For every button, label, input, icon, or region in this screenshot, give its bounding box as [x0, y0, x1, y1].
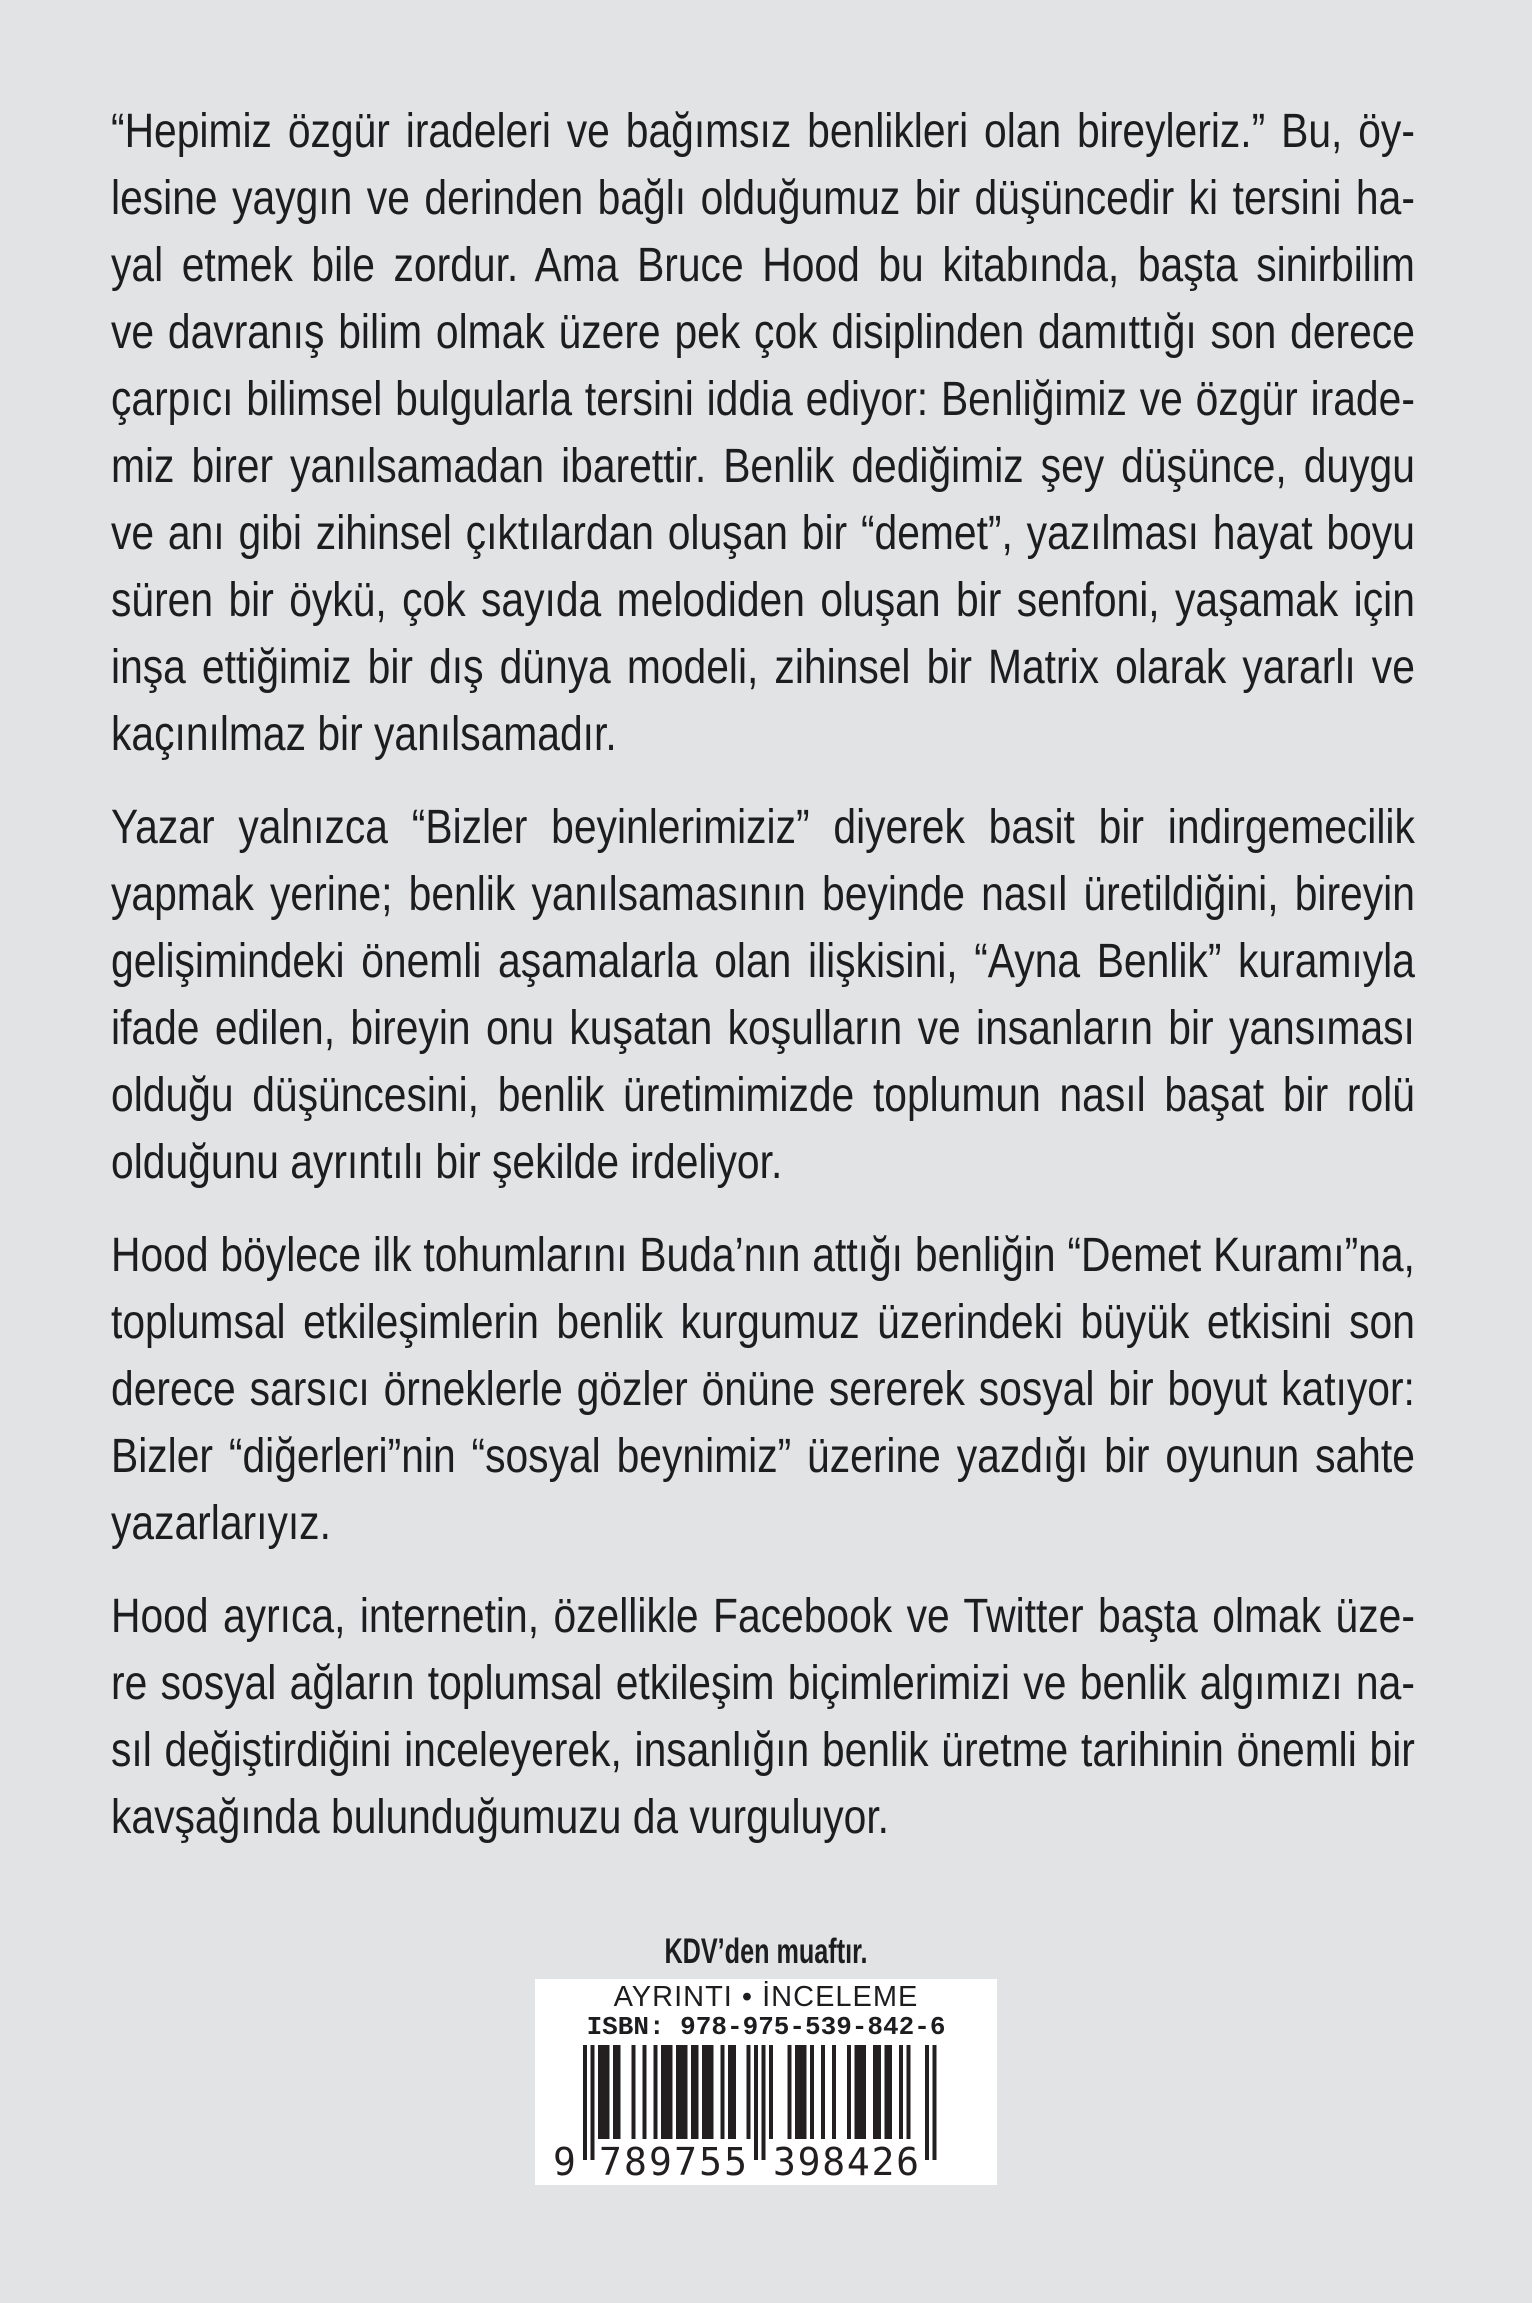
paragraph: [111, 1583, 1415, 1851]
paragraph: [111, 98, 1415, 768]
text-line: re sosyal ağların toplumsal etkileşim biçimlerimizi ve benlik algımızı na-: [111, 1657, 1415, 1710]
text-line: olduğu düşüncesini, benlik üretimimizde toplumun nasıl başat bir rolü: [111, 1069, 1415, 1122]
barcode-bar: [832, 2045, 836, 2139]
text-line: Bizler “diğerleri”nin “sosyal beynimiz” üzerine yazdığı bir oyunun sahte: [111, 1430, 1415, 1483]
tax-exempt-label: KDV’den muaftır.: [664, 1932, 868, 1971]
text-line: ve anı gibi zihinsel çıktılardan oluşan bir “demet”, yazılması hayat boyu: [111, 507, 1415, 560]
barcode-bar: [695, 2045, 699, 2139]
text-line: Hood böylece ilk tohumlarını Buda’nın attığı benliğin “Demet Kuramı”na,: [111, 1229, 1415, 1282]
barcode-bar: [762, 2045, 766, 2160]
text-line: derece sarsıcı örneklerle gözler önüne sererek sosyal bir boyut katıyor:: [111, 1363, 1415, 1416]
barcode-bar: [590, 2045, 594, 2160]
barcode-bar: [795, 2045, 799, 2139]
text-line: çarpıcı bilimsel bulgularla tersini iddia ediyor: Benliğimiz ve özgür irade-: [111, 373, 1415, 426]
barcode-bar: [691, 2045, 695, 2139]
barcode-bar: [855, 2045, 859, 2139]
text-line: kaçınılmaz bir yanılsamadır.: [111, 708, 617, 761]
barcode-bar: [769, 2045, 773, 2139]
barcode-bar: [858, 2045, 862, 2139]
barcode-bar: [877, 2045, 881, 2139]
text-line: toplumsal etkileşimlerin benlik kurgumuz üzerindeki büyük etkisini son: [111, 1296, 1415, 1349]
text-line: yapmak yerine; benlik yanılsamasının beyinde nasıl üretildiğini, bireyin: [111, 868, 1415, 921]
isbn-barcode-panel: [535, 1979, 997, 2185]
ean13-barcode: [553, 2045, 937, 2181]
barcode-bar: [616, 2045, 620, 2139]
barcode-bar: [899, 2045, 903, 2139]
barcode-bar: [728, 2045, 732, 2139]
barcode-bar: [643, 2045, 647, 2139]
barcode-bar: [933, 2045, 937, 2160]
barcode-bar: [680, 2045, 684, 2139]
barcode-bar: [754, 2045, 758, 2160]
barcode-bar: [605, 2045, 609, 2139]
barcode-bar: [810, 2045, 814, 2139]
text-line: Hood ayrıca, internetin, özellikle Facebook ve Twitter başta olmak üze-: [111, 1590, 1415, 1643]
barcode-bar: [613, 2045, 617, 2139]
text-line: ve davranış bilim olmak üzere pek çok disiplinden damıttığı son derece: [111, 306, 1415, 359]
paragraph: [111, 794, 1415, 1196]
text-line: sıl değiştirdiğini inceleyerek, insanlığın benlik üretme tarihinin önemli bir: [111, 1724, 1415, 1777]
barcode-bar: [847, 2045, 851, 2139]
text-line: miz birer yanılsamadan ibarettir. Benlik dediğimiz şey düşünce, duygu: [111, 440, 1415, 493]
barcode-bar: [709, 2045, 713, 2139]
barcode-bar: [862, 2045, 866, 2139]
barcode-bar: [631, 2045, 635, 2139]
barcode-bar: [732, 2045, 736, 2139]
barcode-bar: [598, 2045, 602, 2139]
barcode-bar: [602, 2045, 606, 2139]
barcode-bar: [802, 2045, 806, 2139]
barcode-bar: [665, 2045, 669, 2139]
barcode-bar: [669, 2045, 673, 2139]
barcode-bar: [683, 2045, 687, 2139]
text-line: olduğunu ayrıntılı bir şekilde irdeliyor.: [111, 1136, 783, 1189]
barcode-bar: [907, 2045, 911, 2139]
text-line: yazarlarıyız.: [111, 1497, 331, 1550]
ean-right-group: 398426: [773, 2140, 919, 2181]
text-line: yal etmek bile zordur. Ama Bruce Hood bu kitabında, başta sinirbilim: [111, 239, 1415, 292]
synopsis-text: [111, 98, 1415, 1877]
text-line: süren bir öykü, çok sayıda melodiden oluşan bir senfoni, yaşamak için: [111, 574, 1415, 627]
text-line: inşa ettiğimiz bir dış dünya modeli, zihinsel bir Matrix olarak yararlı ve: [111, 641, 1415, 694]
text-line: “Hepimiz özgür iradeleri ve bağımsız benlikleri olan bireyleriz.” Bu, öy-: [111, 105, 1415, 158]
barcode-bar: [676, 2045, 680, 2139]
barcode-bar: [925, 2045, 929, 2160]
barcode-bar: [654, 2045, 658, 2139]
ean-left-group: 789755: [599, 2140, 747, 2181]
barcode-bar: [799, 2045, 803, 2139]
barcode-bar: [788, 2045, 792, 2139]
barcode-bar: [583, 2045, 587, 2160]
publisher-series-label: AYRINTI • İNCELEME: [613, 1981, 919, 2013]
paragraph: [111, 1222, 1415, 1557]
text-line: kavşağında bulunduğumuzu da vurguluyor.: [111, 1791, 890, 1844]
text-line: ifade edilen, bireyin onu kuşatan koşulların ve insanların bir yansıması: [111, 1002, 1415, 1055]
barcode-bar: [884, 2045, 888, 2139]
barcode-bar: [706, 2045, 710, 2139]
barcode-bar: [888, 2045, 892, 2139]
text-line: gelişimindeki önemli aşamalarla olan ilişkisini, “Ayna Benlik” kuramıyla: [111, 935, 1415, 988]
tax-exempt-note: [535, 1930, 997, 1974]
barcode-bar: [721, 2045, 725, 2139]
text-line: Yazar yalnızca “Bizler beyinlerimiziz” diyerek basit bir indirgemecilik: [111, 801, 1415, 854]
barcode-bar: [661, 2045, 665, 2139]
isbn-number: ISBN: 978-975-539-842-6: [586, 2012, 946, 2042]
barcode-bar: [747, 2045, 751, 2139]
text-line: lesine yaygın ve derinden bağlı olduğumuz bir düşüncedir ki tersini ha-: [111, 172, 1415, 225]
barcode-bar: [821, 2045, 825, 2139]
barcode-bar: [873, 2045, 877, 2139]
barcode-bar: [702, 2045, 706, 2139]
ean-first-digit: 9: [553, 2140, 576, 2181]
